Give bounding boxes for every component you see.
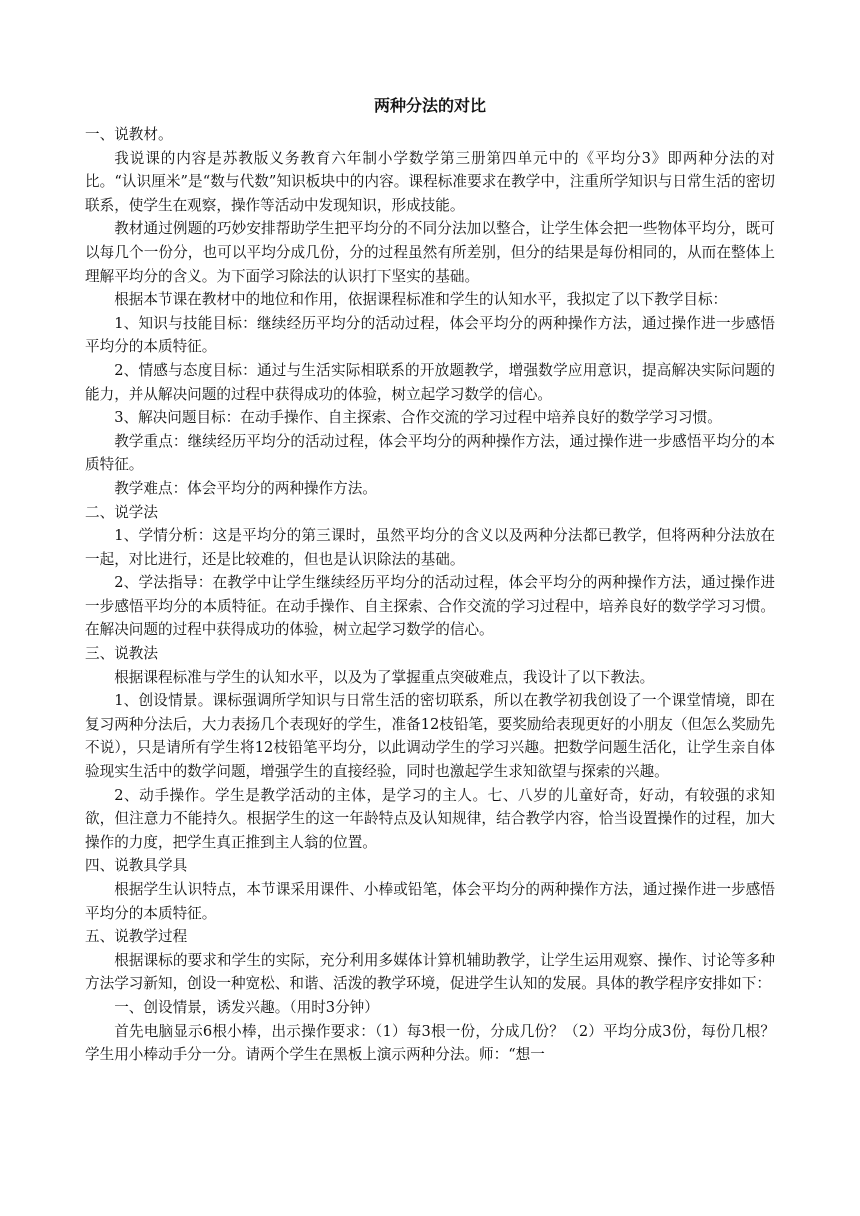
- paragraph: 1、创设情景。课标强调所学知识与日常生活的密切联系，所以在教学初我创设了一个课堂情境，即在复习两种分法后，大力表扬几个表现好的学生，准备12枝铅笔，要奖励给表现更好的小朋友（但怎么奖励先不说），只是请所有学生将12枝铅笔平均分，以此调动学生的学习兴趣。把数学问题生活化，让学生亲自体验现实生活中的数学问题，增强学生的直接经验，同时也激起学生求知欲望与探索的兴趣。: [85, 692, 775, 781]
- paragraph: 2、学法指导：在教学中让学生继续经历平均分的活动过程，体会平均分的两种操作方法，通过操作进一步感悟平均分的本质特征。在动手操作、自主探索、合作交流的学习过程中，培养良好的数学学习习惯。在解决问题的过程中获得成功的体验，树立起学习数学的信心。: [85, 574, 775, 639]
- section-heading: 一、说教材。: [85, 126, 173, 143]
- paragraph: 我说课的内容是苏教版义务教育六年制小学数学第三册第四单元中的《平均分3》即两种分法的对比。“认识厘米”是“数与代数”知识板块中的内容。课程标准要求在教学中，注重所学知识与日常生活的密切联系，使学生在观察，操作等活动中发现知识，形成技能。: [85, 149, 775, 214]
- paragraph: 2、情感与态度目标：通过与生活实际相联系的开放题教学，增强数学应用意识，提高解决实际问题的能力，并从解决问题的过程中获得成功的体验，树立起学习数学的信心。: [85, 361, 775, 403]
- paragraph: 根据本节课在教材中的地位和作用，依据课程标准和学生的认知水平，我拟定了以下教学目标：: [114, 291, 728, 309]
- document-title: 两种分法的对比: [373, 96, 486, 115]
- paragraph: 首先电脑显示6根小棒，出示操作要求：（1）每3根一份，分成几份？（2）平均分成3份，每份几根？学生用小棒动手分一分。请两个学生在黑板上演示两种分法。师：“想一: [85, 1022, 775, 1064]
- paragraph: 一、创设情景，诱发兴趣。（用时3分钟）: [114, 998, 379, 1016]
- paragraph: 根据课程标准与学生的认知水平，以及为了掌握重点突破难点，我设计了以下教法。: [114, 668, 655, 686]
- paragraph: 1、学情分析：这是平均分的第三课时，虽然平均分的含义以及两种分法都已教学，但将两种分法放在一起，对比进行，还是比较难的，但也是认识除法的基础。: [85, 527, 775, 568]
- section-heading: 二、说学法: [85, 503, 158, 521]
- paragraph: 教学难点：体会平均分的两种操作方法。: [114, 479, 377, 497]
- document-page: [85, 95, 775, 1067]
- paragraph: 根据学生认识特点，本节课采用课件、小棒或铅笔，体会平均分的两种操作方法，通过操作进一步感悟平均分的本质特征。: [85, 881, 775, 922]
- section-heading: 三、说教法: [85, 645, 158, 663]
- paragraph: 2、动手操作。学生是教学活动的主体，是学习的主人。七、八岁的儿童好奇，好动，有较强的求知欲，但注意力不能持久。根据学生的这一年龄特点及认知规律，结合教学内容，恰当设置操作的过程，加大操作的力度，把学生真正推到主人翁的位置。: [85, 786, 775, 851]
- paragraph: 根据课标的要求和学生的实际，充分利用多媒体计算机辅助教学，让学生运用观察、操作、讨论等多种方法学习新知，创设一种宽松、和谐、活泼的教学环境，促进学生认知的发展。具体的教学程序安排如下：: [85, 951, 775, 993]
- paragraph: 3、解决问题目标：在动手操作、自主探索、合作交流的学习过程中培养良好的数学学习习惯。: [114, 409, 722, 427]
- paragraph: 教学重点：继续经历平均分的活动过程，体会平均分的两种操作方法，通过操作进一步感悟平均分的本质特征。: [85, 432, 775, 474]
- paragraph: 教材通过例题的巧妙安排帮助学生把平均分的不同分法加以整合，让学生体会把一些物体平均分，既可以每几个一份分，也可以平均分成几份，分的过程虽然有所差别，但分的结果是每份相同的，从而在整体上理解平均分的含义。为下面学习除法的认识打下坚实的基础。: [85, 220, 775, 285]
- document-body: [85, 123, 775, 1067]
- section-heading: 四、说教具学具: [85, 857, 188, 875]
- paragraph: 1、知识与技能目标：继续经历平均分的活动过程，体会平均分的两种操作方法，通过操作进一步感悟平均分的本质特征。: [85, 314, 775, 356]
- section-heading: 五、说教学过程: [85, 928, 188, 946]
